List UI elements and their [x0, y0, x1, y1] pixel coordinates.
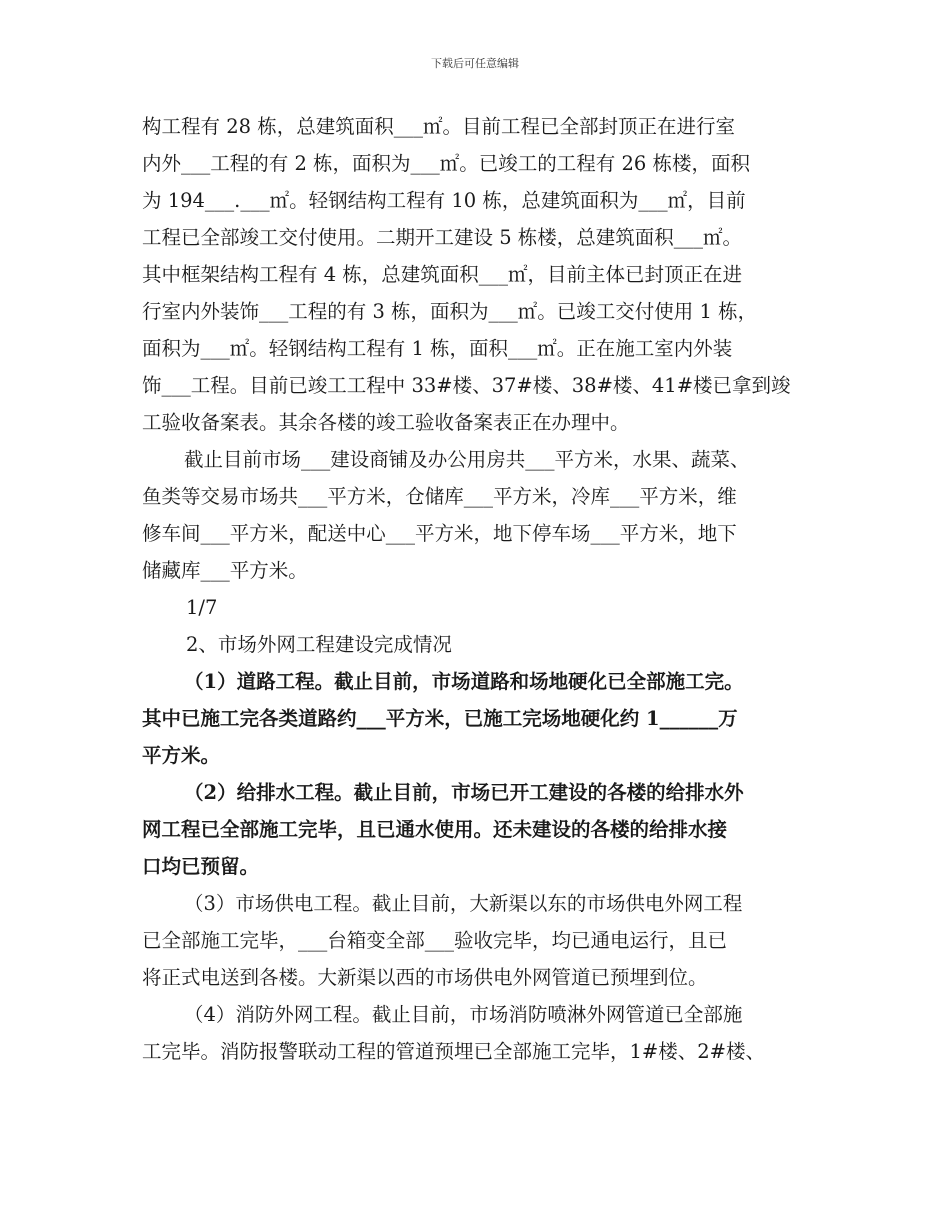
text-line: 修车间___平方米，配送中心___平方米，地下停车场___平方米，地下	[142, 522, 737, 545]
text-line: （4）消防外网工程。截止目前，市场消防喷淋外网管道已全部施	[184, 1003, 743, 1026]
text-line: 口均已预留。	[142, 855, 260, 878]
text-line: 构工程有 28 栋，总建筑面积___㎡。目前工程已全部封顶正在进行室	[142, 115, 735, 138]
text-line: （1）道路工程。截止目前，市场道路和场地硬化已全部施工完。	[184, 670, 744, 693]
paragraph-water-works	[142, 774, 822, 885]
text-line: 将正式电送到各楼。大新渠以西的市场供电外网管道已预埋到位。	[142, 966, 708, 989]
text-line: 已全部施工完毕，___台箱变全部___验收完毕，均已通电运行，且已	[142, 929, 728, 952]
paragraph-road-works	[142, 663, 822, 774]
paragraph-market-area	[142, 441, 822, 589]
text-line: 饰___工程。目前已竣工工程中 33#楼、37#楼、38#楼、41#楼已拿到竣	[142, 374, 791, 397]
text-line: 其中已施工完各类道路约___平方米，已施工完场地硬化约 1______万	[142, 707, 738, 730]
text-line: （3）市场供电工程。截止目前，大新渠以东的市场供电外网工程	[184, 892, 743, 915]
text-line: 工程已全部竣工交付使用。二期开工建设 5 栋楼，总建筑面积___㎡。	[142, 226, 743, 249]
text-line: 储藏库___平方米。	[142, 559, 308, 582]
text-line: 其中框架结构工程有 4 栋，总建筑面积___㎡，目前主体已封顶正在进	[142, 263, 743, 286]
text-line: 行室内外装饰___工程的有 3 栋，面积为___㎡。已竣工交付使用 1 栋，	[142, 300, 758, 323]
text-line: （2）给排水工程。截止目前，市场已开工建设的各楼的给排水外	[184, 781, 744, 804]
paragraph-power-works	[142, 885, 822, 996]
text-line: 网工程已全部施工完毕，且已通水使用。还未建设的各楼的给排水接	[142, 818, 728, 841]
text-line: 面积为___㎡。轻钢结构工程有 1 栋，面积___㎡。正在施工室内外装	[142, 337, 733, 360]
paragraph-building-status	[142, 108, 822, 441]
section-heading: 2、市场外网工程建设完成情况	[186, 633, 452, 656]
text-line: 工完毕。消防报警联动工程的管道预埋已全部施工完毕，1#楼、2#楼、	[142, 1040, 765, 1063]
text-line: 工验收备案表。其余各楼的竣工验收备案表正在办理中。	[142, 411, 630, 434]
text-line: 截止目前市场___建设商铺及办公用房共___平方米，水果、蔬菜、	[184, 448, 750, 471]
text-line: 为 194___.___㎡。轻钢结构工程有 10 栋，总建筑面积为___㎡，目前	[142, 189, 746, 212]
text-line: 内外___工程的有 2 栋，面积为___㎡。已竣工的工程有 26 栋楼，面积	[142, 152, 751, 175]
text-line: 平方米。	[142, 744, 221, 767]
paragraph-fire-works	[142, 996, 822, 1070]
document-body	[142, 108, 822, 1070]
page-header: 下载后可任意编辑	[431, 57, 519, 70]
text-line: 鱼类等交易市场共___平方米，仓储库___平方米，冷库___平方米，维	[142, 485, 737, 508]
page-number: 1/7	[186, 596, 218, 619]
